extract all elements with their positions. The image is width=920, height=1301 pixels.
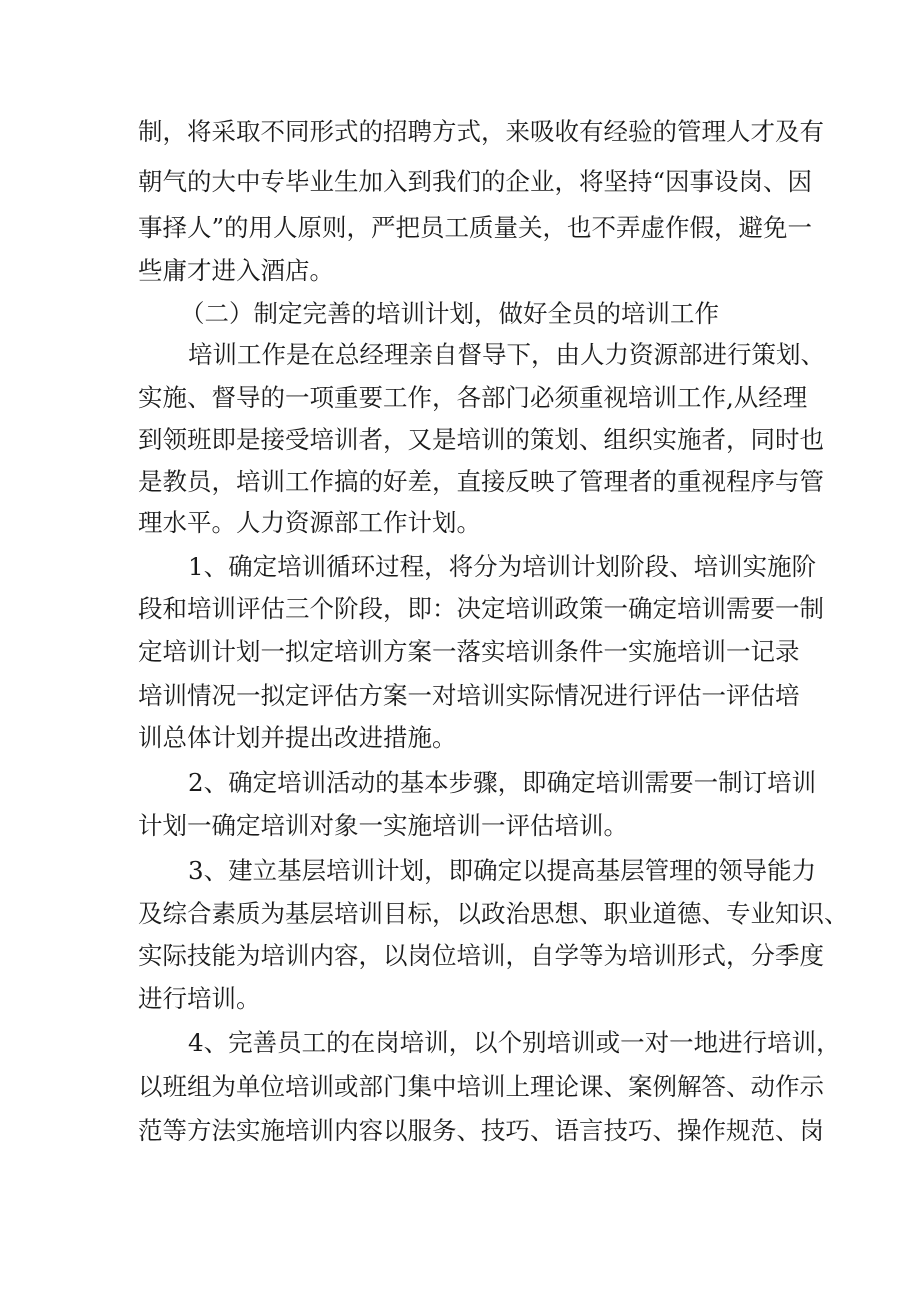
paragraph-first-line: 1、确定培训循环过程，将分为培训计划阶段、培训实施阶 (188, 552, 817, 581)
text-line: 培训情况一拟定评估方案一对培训实际情况进行评估一评估培 (138, 681, 800, 710)
text-line: 到领班即是接受培训者，又是培训的策划、组织实施者，同时也 (138, 425, 824, 454)
paragraph-first-line: 2、确定培训活动的基本步骤，即确定培训需要一制订培训 (188, 768, 817, 797)
text-line: 进行培训。 (138, 984, 261, 1013)
text-line: 段和培训评估三个阶段，即：决定培训政策一确定培训需要一制 (138, 594, 824, 623)
paragraph-first-line: 3、建立基层培训计划，即确定以提高基层管理的领导能力 (188, 856, 817, 885)
text-line: 些庸才进入酒店。 (138, 256, 334, 285)
text-line: 实际技能为培训内容，以岗位培训，自学等为培训形式，分季度 (138, 941, 824, 970)
text-line: 是教员，培训工作搞的好差，直接反映了管理者的重视程序与管 (138, 467, 824, 496)
text-line: 朝气的大中专毕业生加入到我们的企业，将坚持“因事设岗、因 (138, 167, 813, 196)
paragraph-first-line: 4、完善员工的在岗培训，以个别培训或一对一地进行培训， (188, 1028, 841, 1057)
paragraph-first-line: 培训工作是在总经理亲自督导下，由人力资源部进行策划、 (188, 340, 825, 369)
text-line: 训总体计划并提出改进措施。 (138, 723, 457, 752)
text-line: 制，将采取不同形式的招聘方式，来吸收有经验的管理人才及有 (138, 117, 824, 146)
text-line: 及综合素质为基层培训目标，以政治思想、职业道德、专业知识、 (138, 899, 849, 928)
text-line: 理水平。人力资源部工作计划。 (138, 508, 481, 537)
text-line: 计划一确定培训对象一实施培训一评估培训。 (138, 811, 628, 840)
text-line: 以班组为单位培训或部门集中培训上理论课、案例解答、动作示 (138, 1072, 824, 1101)
text-line: 定培训计划一拟定培训方案一落实培训条件一实施培训一记录 (138, 637, 800, 666)
section-heading: （二）制定完善的培训计划，做好全员的培训工作 (180, 299, 719, 328)
text-line: 实施、督导的一项重要工作，各部门必须重视培训工作,从经理 (138, 383, 808, 412)
text-line: 事择人”的用人原则，严把员工质量关，也不弄虚作假，避免一 (138, 213, 813, 242)
text-line: 范等方法实施培训内容以服务、技巧、语言技巧、操作规范、岗 (138, 1116, 824, 1145)
